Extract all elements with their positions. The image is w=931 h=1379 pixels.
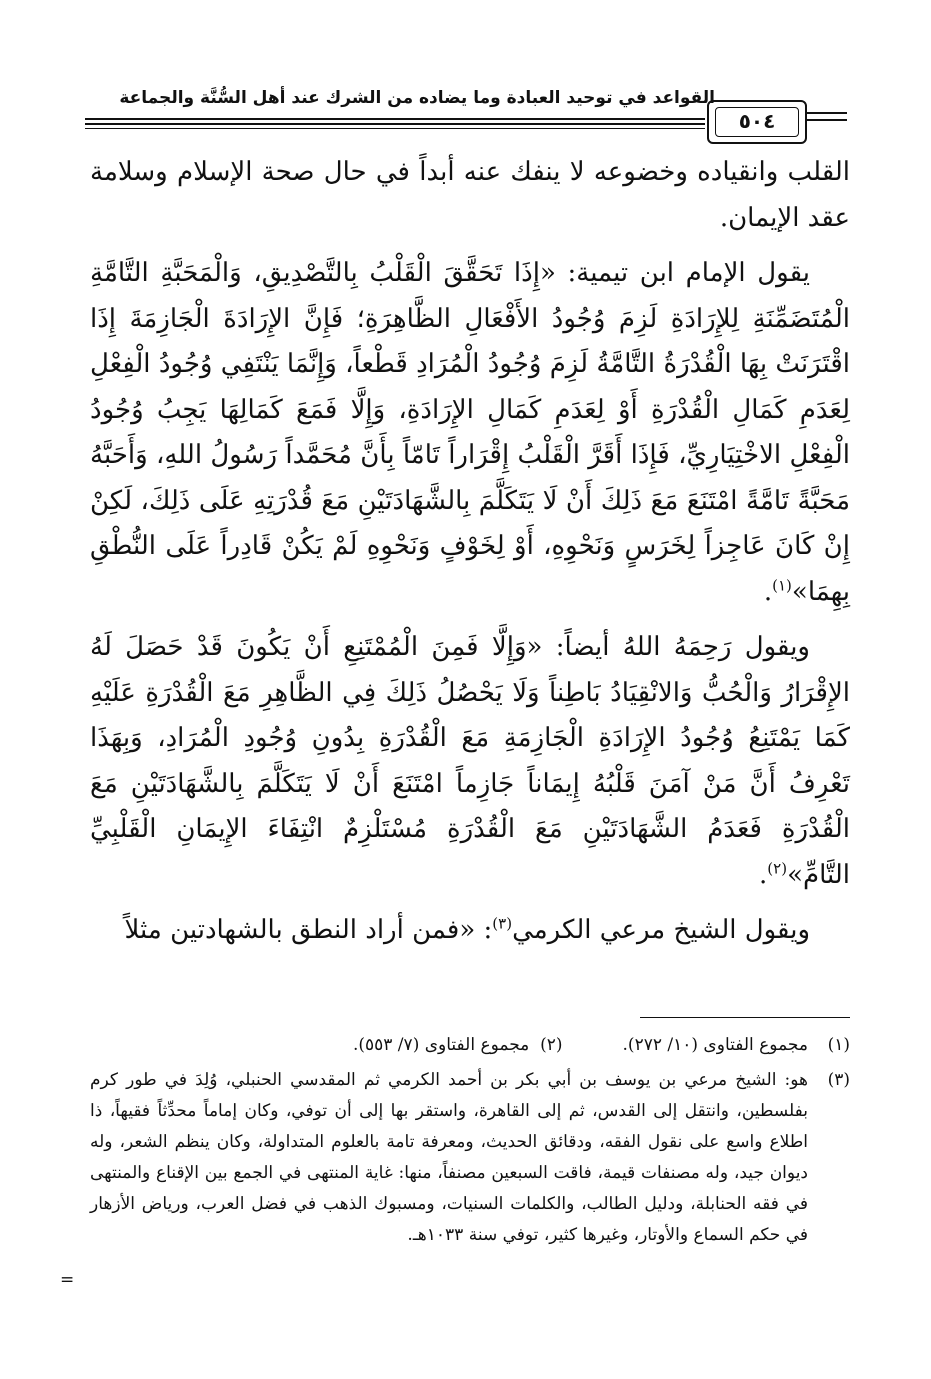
main-text: [90, 150, 850, 964]
header-rule: [85, 118, 705, 120]
paragraph-4: [90, 908, 850, 954]
footnote-row: [90, 1065, 850, 1251]
footnote-3-text: هو: الشيخ مرعي بن يوسف بن أبي بكر بن أحمد الكرمي ثم المقدسي الحنبلي، وُلِدَ في طور كرم بفلسطين، وانتقل إلى القدس، ثم إلى القاهرة، واستقر بها إلى أن توفي، وكان إماماً محدِّثاً فقيهاً، ذا اطلاع واسع على نقول الفقه، ودقائق الحديث، ومعرفة تامة بالعلوم المتداولة، وكان ينظم الشعر، وله ديوان جيد، وله مصنفات قيمة، فاقت السبعين مصنفاً، منها: غاية المنتهى في الجمع بين الإقناع والمنتهى في فقه الحنابلة، ودليل الطالب، والكلمات السنيات، ومسبوك الذهب في فضل العرب، ورياض الأزهار في حكم السماع والأوتار، وغيرها كثير، توفي سنة ١٠٣٣هـ.: [90, 1070, 808, 1245]
footnote-1-text: مجموع الفتاوى (١٠/ ٢٧٢).: [622, 1035, 808, 1055]
footnote-ref-3: (٣): [492, 914, 513, 933]
footnote-number: (٣): [827, 1070, 850, 1090]
footnote-text: [90, 1030, 808, 1061]
paragraph-1: القلب وانقياده وخضوعه لا ينفك عنه أبداً في حال صحة الإسلام وسلامة عقد الإيمان.: [90, 157, 850, 233]
paragraph-4-rest: : «فمن أراد النطق بالشهادتين مثلاً: [124, 915, 493, 945]
ibn-taymiyyah-quote-1: يقول الإمام ابن تيمية: «إِذَا تَحَقَّقَ الْقَلْبُ بِالتَّصْدِيقِ، وَالْمَحَبَّةِ التَّامَّةِ الْمُتَضَمِّنَةِ لِلإِرَادَةِ لَزِمَ وُجُودُ الأَفْعَالِ الظَّاهِرَةِ؛ فَإِنَّ الإِرَادَةَ الْجَازِمَةَ إِذَا اقْتَرَنَتْ بِهَا الْقُدْرَةُ التَّامَّةُ لَزِمَ وُجُودُ الْمُرَادِ قَطْعاً، وَإِنَّمَا يَنْتَفِي وُجُودُ الْفِعْلِ لِعَدَمِ كَمَالِ الْقُدْرَةِ أَوْ لِعَدَمِ كَمَالِ الإِرَادَةِ، وَإِلَّا فَمَعَ كَمَالِهَا يَجِبُ وُجُودُ الْفِعْلِ الاخْتِيَارِيِّ، فَإِذَا أَقَرَّ الْقَلْبُ إِقْرَاراً تَامّاً بِأَنَّ مُحَمَّداً رَسُولُ اللهِ، وَأَحَبَّهُ مَحَبَّةً تَامَّةً امْتَنَعَ مَعَ ذَلِكَ أَنْ لَا يَتَكَلَّمَ بِالشَّهَادَتَيْنِ مَعَ قُدْرَتِهِ عَلَى ذَلِكَ، لَكِنْ إِنْ كَانَ عَاجِزاً لِخَرَسٍ وَنَحْوِهِ، أَوْ لِخَوْفٍ وَنَحْوِهِ لَمْ يَكُنْ قَادِراً عَلَى النُّطْقِ بِهِمَا»: [90, 258, 850, 607]
sentence-end: .: [759, 859, 768, 890]
paragraph-2: [90, 251, 850, 615]
footnote-number: (١): [827, 1035, 850, 1055]
ibn-taymiyyah-quote-2: ويقول رَحِمَهُ اللهُ أيضاً: «وَإِلَّا فَمِنَ الْمُمْتَنِعِ أَنْ يَكُونَ قَدْ حَصَلَ لَهُ الإِقْرَارُ وَالْحُبُّ وَالانْقِيَادُ بَاطِناً وَلَا يَحْصُلُ ذَلِكَ فِي الظَّاهِرِ مَعَ الْقُدْرَةِ عَلَيْهِ كَمَا يَمْتَنِعُ وُجُودُ الإِرَادَةِ الْجَازِمَةِ مَعَ الْقُدْرَةِ بِدُونِ وُجُودِ الْمُرَادِ، وَبِهَذَا تَعْرِفُ أَنَّ مَنْ آمَنَ قَلْبُهُ إِيمَاناً جَازِماً امْتَنَعَ أَنْ لَا يَتَكَلَّمَ بِالشَّهَادَتَيْنِ مَعَ الْقُدْرَةِ فَعَدَمُ الشَّهَادَتَيْنِ مَعَ الْقُدْرَةِ مُسْتَلْزِمٌ انْتِفَاءَ الإِيمَانِ الْقَلْبِيِّ التَّامِّ»: [90, 632, 851, 890]
footnote-ref-1: (١): [772, 575, 792, 594]
page-number: ٥٠٤: [738, 109, 776, 133]
running-header: [85, 70, 855, 133]
footnote-row: [90, 1030, 850, 1061]
footnotes: [90, 1030, 850, 1255]
footnote-2-text: مجموع الفتاوى (٧/ ٥٥٣).: [352, 1035, 530, 1055]
paragraph-4-start: ويقول الشيخ مرعي الكرمي: [512, 915, 810, 945]
footnote-ref-2: (٢): [767, 858, 788, 877]
sentence-end: .: [763, 576, 773, 607]
header-rule: [85, 128, 705, 129]
header-ornament: [807, 110, 847, 122]
header-title: القواعد في توحيد العبادة وما يضاده من الشرك عند أهل السُّنَّة والجماعة: [119, 88, 715, 108]
footnote-separator: [640, 1017, 850, 1018]
footnote-number: (٢): [540, 1035, 563, 1055]
page-number-frame: [707, 100, 807, 144]
continuation-mark: =: [60, 1270, 75, 1290]
paragraph-3: [90, 625, 850, 898]
header-rule: [85, 123, 705, 125]
